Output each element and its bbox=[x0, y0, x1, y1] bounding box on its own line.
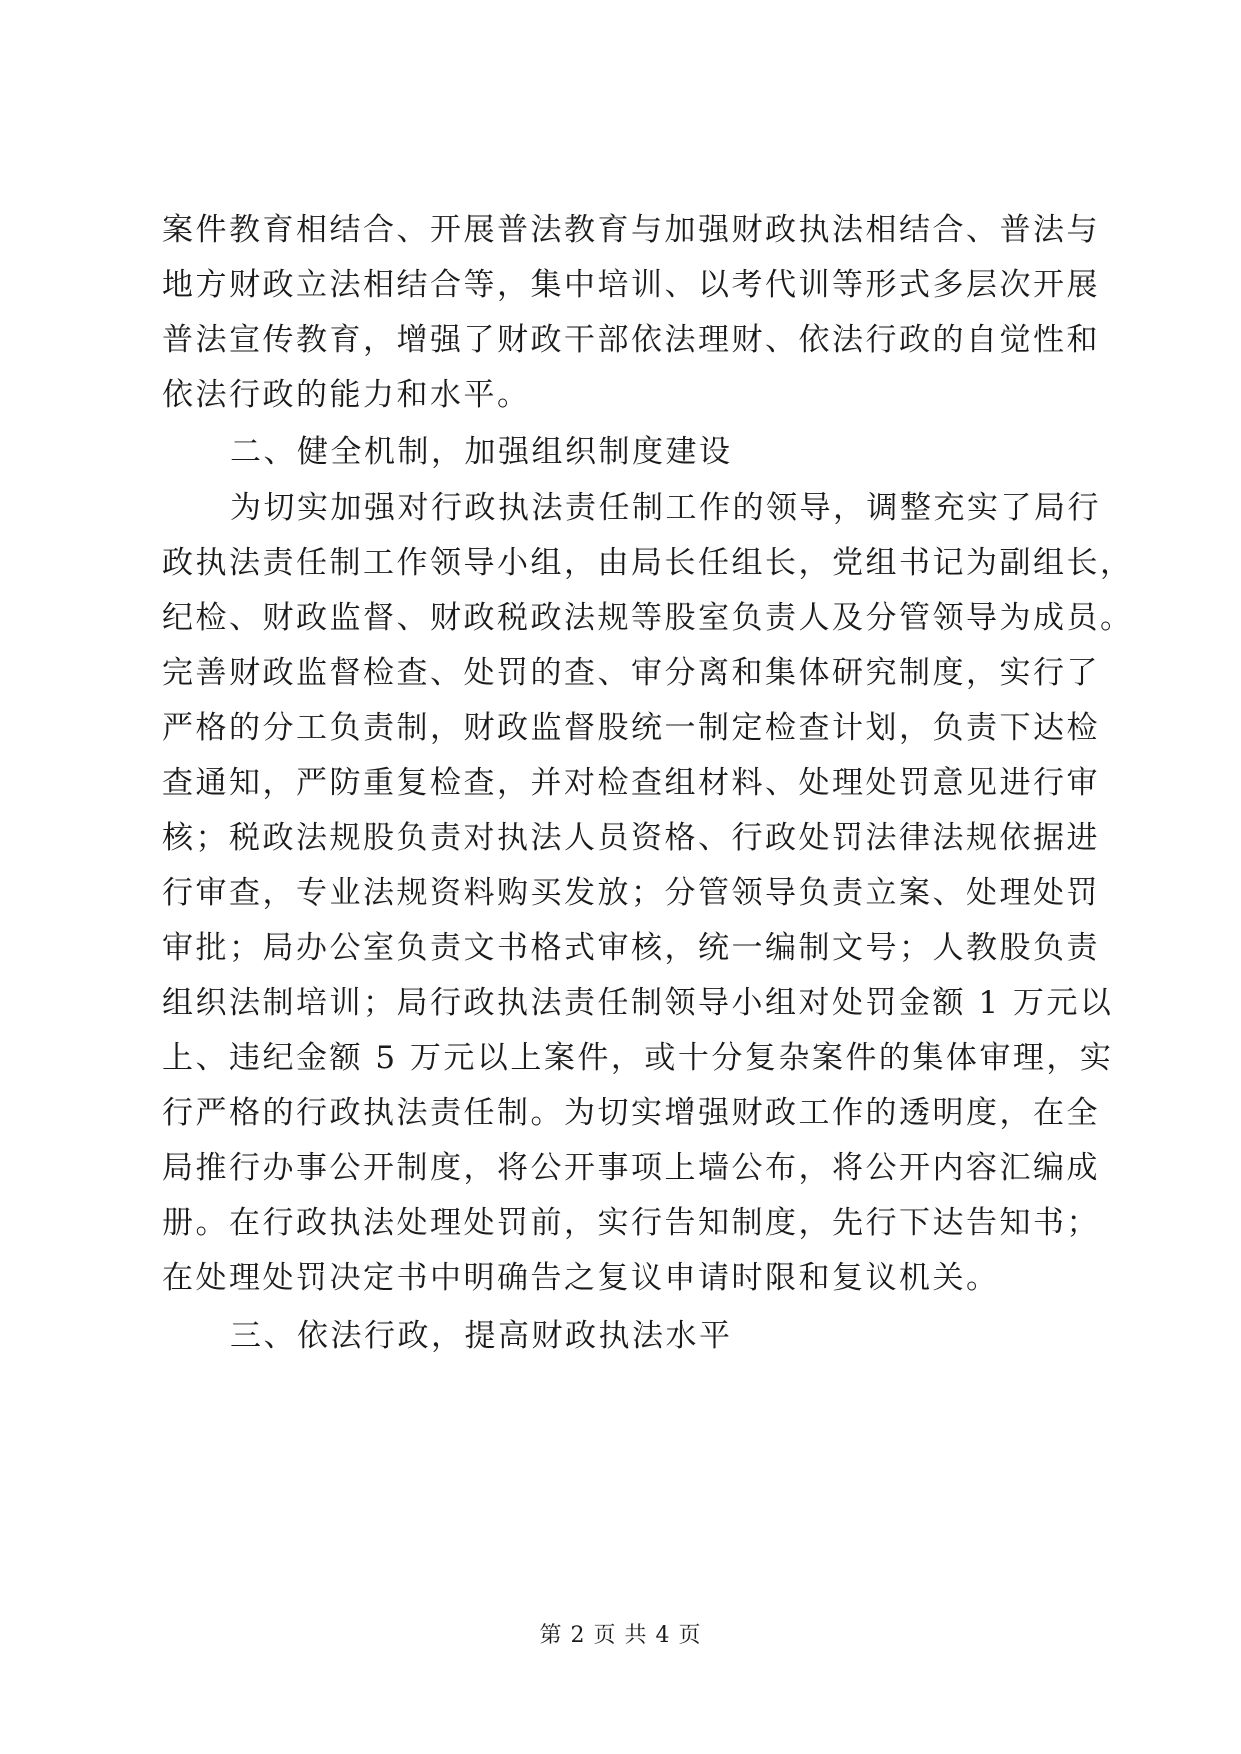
body-text-line: 查通知，严防重复检查，并对检查组材料、处理处罚意见进行审 bbox=[162, 765, 1100, 801]
section-heading-2: 二、健全机制，加强组织制度建设 bbox=[230, 434, 733, 470]
page-number-footer: 第 2 页 共 4 页 bbox=[539, 1623, 702, 1648]
body-text-line: 为切实加强对行政执法责任制工作的领导，调整充实了局行 bbox=[230, 490, 1101, 526]
body-text-line: 审批；局办公室负责文书格式审核，统一编制文号；人教股负责 bbox=[162, 930, 1100, 966]
body-text-line: 局推行办事公开制度，将公开事项上墙公布，将公开内容汇编成 bbox=[162, 1150, 1100, 1186]
body-text-line: 地方财政立法相结合等，集中培训、以考代训等形式多层次开展 bbox=[162, 267, 1100, 303]
body-text-line: 行审查，专业法规资料购买发放；分管领导负责立案、处理处罚 bbox=[162, 875, 1100, 911]
body-text-line: 普法宣传教育，增强了财政干部依法理财、依法行政的自觉性和 bbox=[162, 322, 1100, 358]
body-text-line: 政执法责任制工作领导小组，由局长任组长，党组书记为副组长， bbox=[162, 545, 1134, 581]
body-text-line: 完善财政监督检查、处罚的查、审分离和集体研究制度，实行了 bbox=[162, 655, 1100, 691]
body-text-line: 严格的分工负责制，财政监督股统一制定检查计划，负责下达检 bbox=[162, 710, 1100, 746]
body-text-line: 纪检、财政监督、财政税政法规等股室负责人及分管领导为成员。 bbox=[162, 600, 1134, 636]
body-text-line: 组织法制培训；局行政执法责任制领导小组对处罚金额 1 万元以 bbox=[162, 985, 1114, 1021]
body-text-line: 上、违纪金额 5 万元以上案件，或十分复杂案件的集体审理，实 bbox=[162, 1040, 1114, 1076]
body-text-line: 依法行政的能力和水平。 bbox=[162, 377, 531, 413]
body-text-line: 在处理处罚决定书中明确告之复议申请时限和复议机关。 bbox=[162, 1260, 1000, 1296]
body-text-line: 案件教育相结合、开展普法教育与加强财政执法相结合、普法与 bbox=[162, 212, 1100, 248]
body-text-line: 行严格的行政执法责任制。为切实增强财政工作的透明度，在全 bbox=[162, 1095, 1100, 1131]
body-text-line: 册。在行政执法处理处罚前，实行告知制度，先行下达告知书； bbox=[162, 1205, 1100, 1241]
body-text-line: 核；税政法规股负责对执法人员资格、行政处罚法律法规依据进 bbox=[162, 820, 1100, 856]
section-heading-3: 三、依法行政，提高财政执法水平 bbox=[230, 1318, 733, 1354]
